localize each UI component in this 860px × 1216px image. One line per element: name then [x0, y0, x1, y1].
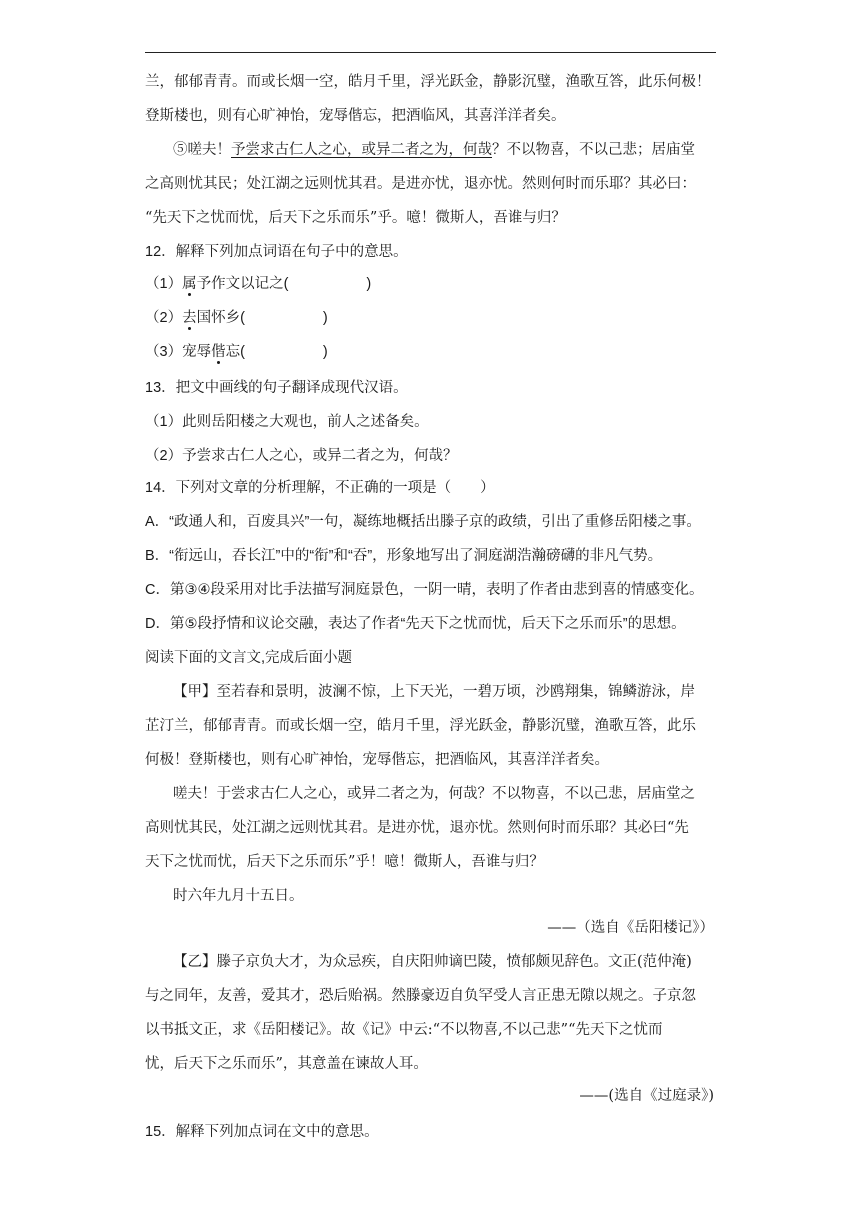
passage-jia-source: ——（选自《岳阳楼记》） [547, 920, 714, 936]
passage-text: ？不以物喜，不以己悲；居庙堂 [492, 142, 695, 158]
question-15-stem: 15．解释下列加点词在文中的意思。 [145, 1124, 379, 1140]
underlined-sentence: 予尝求古仁人之心，或异二者之为，何哉 [231, 142, 492, 158]
passage-yi-line: 与之同年，友善，爱其才，恐后贻祸。然滕豪迈自负罕受人言正患无隙以规之。子京忽 [145, 988, 696, 1004]
option-b[interactable]: B．“衔远山，吞长江”中的“衔”和“吞”，形象地写出了洞庭湖浩瀚磅礴的非凡气势。 [145, 548, 663, 564]
item-number: （3） [145, 344, 183, 360]
passage-jia-line: 天下之忧而忧，后天下之乐而乐”乎！噫！微斯人，吾谁与归？ [145, 854, 544, 870]
item-text: ) [366, 276, 372, 292]
reading-intro: 阅读下面的文言文,完成后面小题 [145, 650, 353, 666]
item-number: （1） [145, 276, 183, 292]
passage-yi-line: 忧，后天下之乐而乐”，其意盖在谏故人耳。 [145, 1056, 428, 1072]
passage-line: “先天下之忧而忧，后天下之乐而乐”乎。噫！微斯人，吾谁与归？ [145, 210, 566, 226]
option-c[interactable]: C．第③④段采用对比手法描写洞庭景色，一阴一晴，表明了作者由悲到喜的情感变化。 [145, 582, 704, 598]
item-text: 忘( [225, 344, 245, 360]
passage-jia-line: 何极！登斯楼也，则有心旷神怡，宠辱偕忘，把酒临风，其喜洋洋者矣。 [145, 752, 609, 768]
dotted-word: 去 [182, 310, 197, 326]
question-12-item-1 [145, 274, 371, 294]
question-12-item-3 [145, 342, 328, 362]
option-a[interactable]: A．“政通人和，百废具兴”一句，凝练地概括出滕子京的政绩，引出了重修岳阳楼之事。 [145, 514, 701, 530]
passage-jia-line: 嗟夫！于尝求古仁人之心，或异二者之为，何哉？不以物喜，不以己悲，居庙堂之 [173, 786, 695, 802]
passage-jia-line: 【甲】至若春和景明，波澜不惊，上下天光，一碧万顷，沙鸥翔集，锦鳞游泳，岸 [173, 684, 695, 700]
passage-paragraph-5 [173, 140, 695, 160]
option-d[interactable]: D．第⑤段抒情和议论交融，表达了作者“先天下之忧而忧，后天下之乐而乐”的思想。 [145, 616, 686, 632]
question-13-item-1: （1）此则岳阳楼之大观也，前人之述备矣。 [145, 414, 429, 430]
header-rule [145, 52, 716, 53]
question-13-stem: 13．把文中画线的句子翻译成现代汉语。 [145, 380, 408, 396]
passage-yi-line: 以书抵文正，求《岳阳楼记》。故《记》中云:“不以物喜,不以己悲”“先天下之忧而 [145, 1022, 663, 1038]
passage-line: 登斯楼也，则有心旷神怡，宠辱偕忘，把酒临风，其喜洋洋者矣。 [145, 108, 566, 124]
passage-line: 之高则忧其民；处江湖之远则忧其君。是进亦忧，退亦忧。然则何时而乐耶？其必曰： [145, 176, 696, 192]
item-text: 予作文以记之( [196, 276, 289, 292]
item-text: ) [322, 310, 328, 326]
dotted-word: 属 [182, 276, 197, 292]
passage-line: 兰，郁郁青青。而或长烟一空，皓月千里，浮光跃金，静影沉璧，渔歌互答，此乐何极！ [145, 74, 711, 90]
passage-jia-line: 芷汀兰，郁郁青青。而或长烟一空，皓月千里，浮光跃金，静影沉璧，渔歌互答，此乐 [145, 718, 696, 734]
question-12-item-2 [145, 308, 328, 328]
paragraph-marker: ⑤嗟夫！ [173, 142, 231, 158]
passage-jia-date: 时六年九月十五日。 [173, 888, 304, 904]
item-text: 宠辱 [182, 344, 212, 360]
passage-yi-source: ——(选自《过庭录》) [579, 1088, 714, 1104]
passage-jia-line: 高则忧其民，处江湖之远则忧其君。是进亦忧，退亦忧。然则何时而乐耶？其必曰“先 [145, 820, 689, 836]
question-12-stem: 12．解释下列加点词语在句子中的意思。 [145, 244, 408, 260]
dotted-word: 偕 [211, 344, 226, 360]
question-13-item-2: （2）予尝求古仁人之心，或异二者之为，何哉？ [145, 448, 458, 464]
passage-yi-line: 【乙】滕子京负大才，为众忌疾，自庆阳帅谪巴陵，愤郁颇见辞色。文正(范仲淹) [173, 954, 692, 970]
item-number: （2） [145, 310, 183, 326]
item-text: ) [322, 344, 328, 360]
question-14-stem: 14．下列对文章的分析理解，不正确的一项是（ ） [145, 480, 495, 496]
item-text: 国怀乡( [196, 310, 245, 326]
